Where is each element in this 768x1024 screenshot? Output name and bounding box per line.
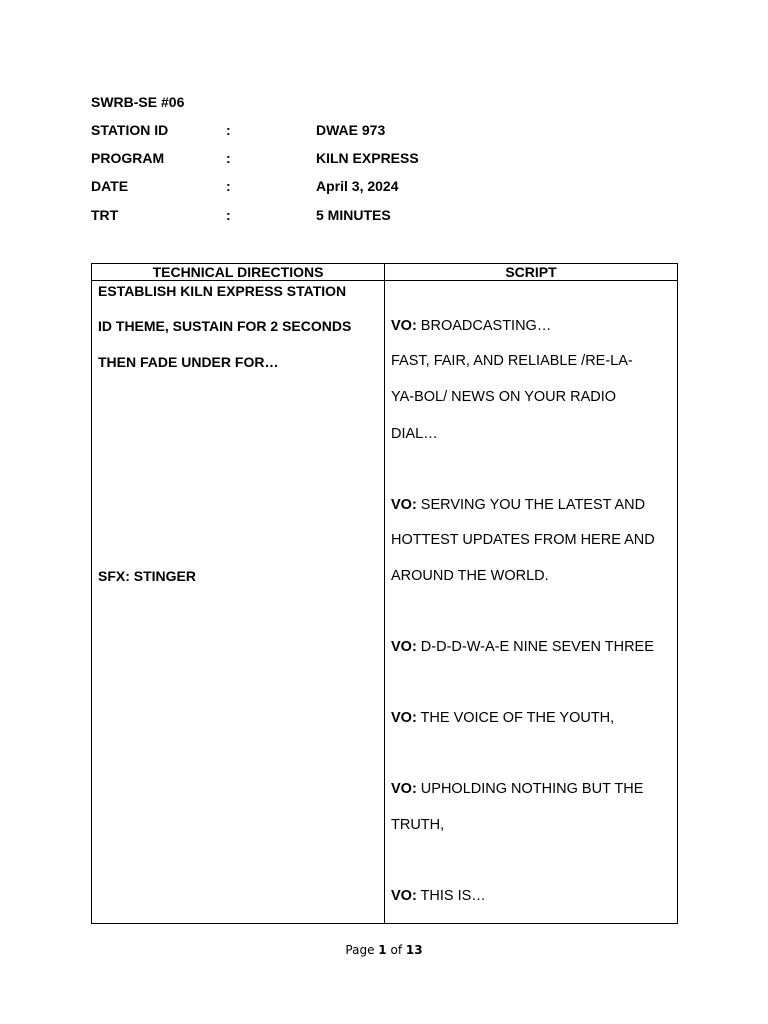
script-line: [391, 817, 444, 833]
script-line: [391, 639, 654, 655]
header-rule: [92, 280, 677, 281]
script-text: HOTTEST UPDATES FROM HERE AND: [391, 532, 655, 548]
script-line: [391, 710, 614, 726]
station-id-value: DWAE 973: [316, 122, 386, 138]
speaker-tag: VO:: [391, 888, 417, 904]
speaker-tag: VO:: [391, 710, 417, 726]
speaker-tag: VO:: [391, 497, 417, 513]
script-line: [391, 888, 486, 904]
script-text: UPHOLDING NOTHING BUT THE: [416, 781, 644, 797]
program-value: KILN EXPRESS: [316, 150, 419, 166]
column-divider: [384, 264, 385, 923]
station-id-label: STATION ID: [91, 122, 169, 138]
script-text: YA-BOL/ NEWS ON YOUR RADIO: [391, 389, 617, 405]
script-line: [391, 532, 655, 548]
script-line: [391, 781, 643, 797]
direction-line: SFX: STINGER: [98, 568, 197, 584]
script-text: FAST, FAIR, AND RELIABLE /RE-LA-: [391, 353, 633, 369]
script-text: BROADCASTING…: [416, 318, 552, 334]
of-word: of: [386, 943, 406, 957]
speaker-tag: VO:: [391, 639, 417, 655]
page-word: Page: [345, 943, 379, 957]
script-line: [391, 318, 551, 334]
direction-line: ESTABLISH KILN EXPRESS STATION: [98, 283, 347, 299]
technical-directions-header: TECHNICAL DIRECTIONS: [152, 264, 324, 280]
direction-line: THEN FADE UNDER FOR…: [98, 354, 279, 370]
program-label: PROGRAM: [91, 150, 165, 166]
program-colon: :: [226, 150, 231, 166]
trt-value: 5 MINUTES: [316, 207, 391, 223]
date-label: DATE: [91, 178, 129, 194]
script-header: SCRIPT: [505, 264, 557, 280]
speaker-tag: VO:: [391, 781, 417, 797]
trt-colon: :: [226, 207, 231, 223]
script-line: [391, 426, 438, 442]
current-page-number: 1: [378, 943, 387, 957]
script-text: AROUND THE WORLD.: [391, 568, 549, 584]
script-text: SERVING YOU THE LATEST AND: [416, 497, 646, 513]
speaker-tag: VO:: [391, 318, 417, 334]
script-text: TRUTH,: [391, 817, 445, 833]
date-colon: :: [226, 178, 231, 194]
date-value: April 3, 2024: [316, 178, 399, 194]
document-code: SWRB-SE #06: [91, 94, 185, 110]
script-line: [391, 389, 616, 405]
script-text: D-D-D-W-A-E NINE SEVEN THREE: [416, 639, 654, 655]
script-text: THIS IS…: [416, 888, 486, 904]
total-pages-number: 13: [405, 943, 423, 957]
script-line: [391, 353, 633, 369]
script-text: THE VOICE OF THE YOUTH,: [416, 710, 615, 726]
script-table: [91, 263, 678, 924]
trt-label: TRT: [91, 207, 119, 223]
script-text: DIAL…: [391, 426, 438, 442]
page-footer: [0, 943, 768, 957]
script-line: [391, 568, 549, 584]
direction-line: ID THEME, SUSTAIN FOR 2 SECONDS: [98, 318, 352, 334]
script-line: [391, 497, 645, 513]
station-id-colon: :: [226, 122, 231, 138]
